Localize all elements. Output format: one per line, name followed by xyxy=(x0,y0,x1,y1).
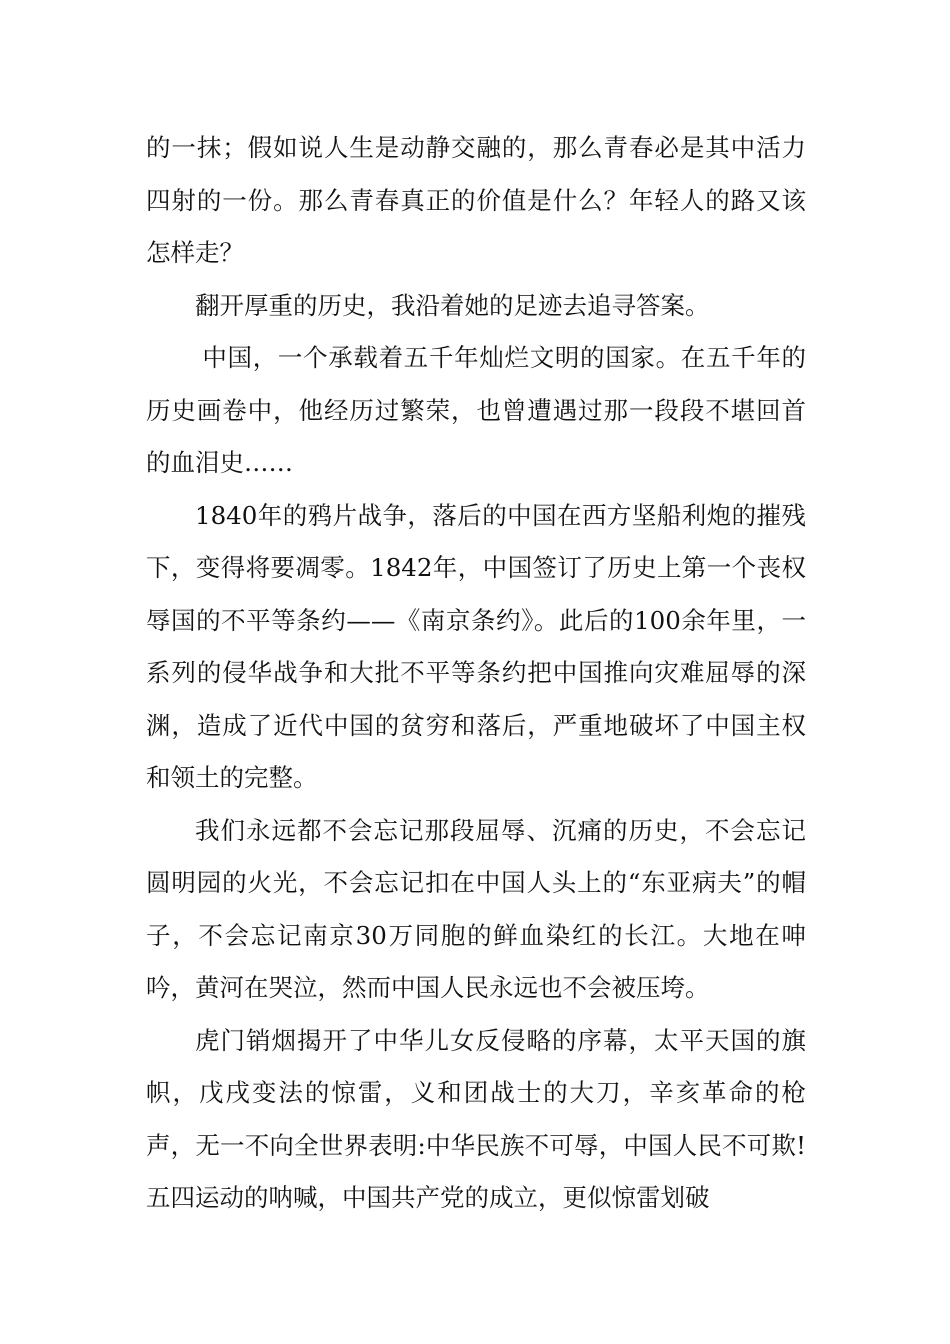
paragraph-4: 1840年的鸦片战争，落后的中国在西方坚船利炮的摧残下，变得将要凋零。1842年，中国签订了历史上第一个丧权辱国的不平等条约——《南京条约》。此后的100余年里，一系列的侵华战争和大批不平等条约把中国推向灾难屈辱的深渊，造成了近代中国的贫穷和落后，严重地破坏了中国主权和领土的完整。 xyxy=(146,500,806,792)
paragraph-5: 我们永远都不会忘记那段屈辱、沉痛的历史，不会忘记圆明园的火光，不会忘记扣在中国人头上的“东亚病夫”的帽子，不会忘记南京30万同胞的鲜血染红的长江。大地在呻吟，黄河在哭泣，然而中国人民永远也不会被压垮。 xyxy=(146,815,806,1002)
paragraph-6: 虎门销烟揭开了中华儿女反侵略的序幕，太平天国的旗帜，戊戌变法的惊雷，义和团战士的大刀，辛亥革命的枪声，无一不向全世界表明:中华民族不可辱，中国人民不可欺!五四运动的呐喊，中国共产党的成立，更似惊雷划破 xyxy=(146,1025,806,1212)
document-body xyxy=(146,122,806,1225)
paragraph-1: 的一抹；假如说人生是动静交融的，那么青春必是其中活力四射的一份。那么青春真正的价值是什么？年轻人的路又该怎样走？ xyxy=(146,133,806,267)
paragraph-3: 中国，一个承载着五千年灿烂文明的国家。在五千年的历史画卷中，他经历过繁荣，也曾遭遇过那一段段不堪回首的血泪史…… xyxy=(146,343,806,477)
paragraph-2: 翻开厚重的历史，我沿着她的足迹去追寻答案。 xyxy=(195,290,710,320)
